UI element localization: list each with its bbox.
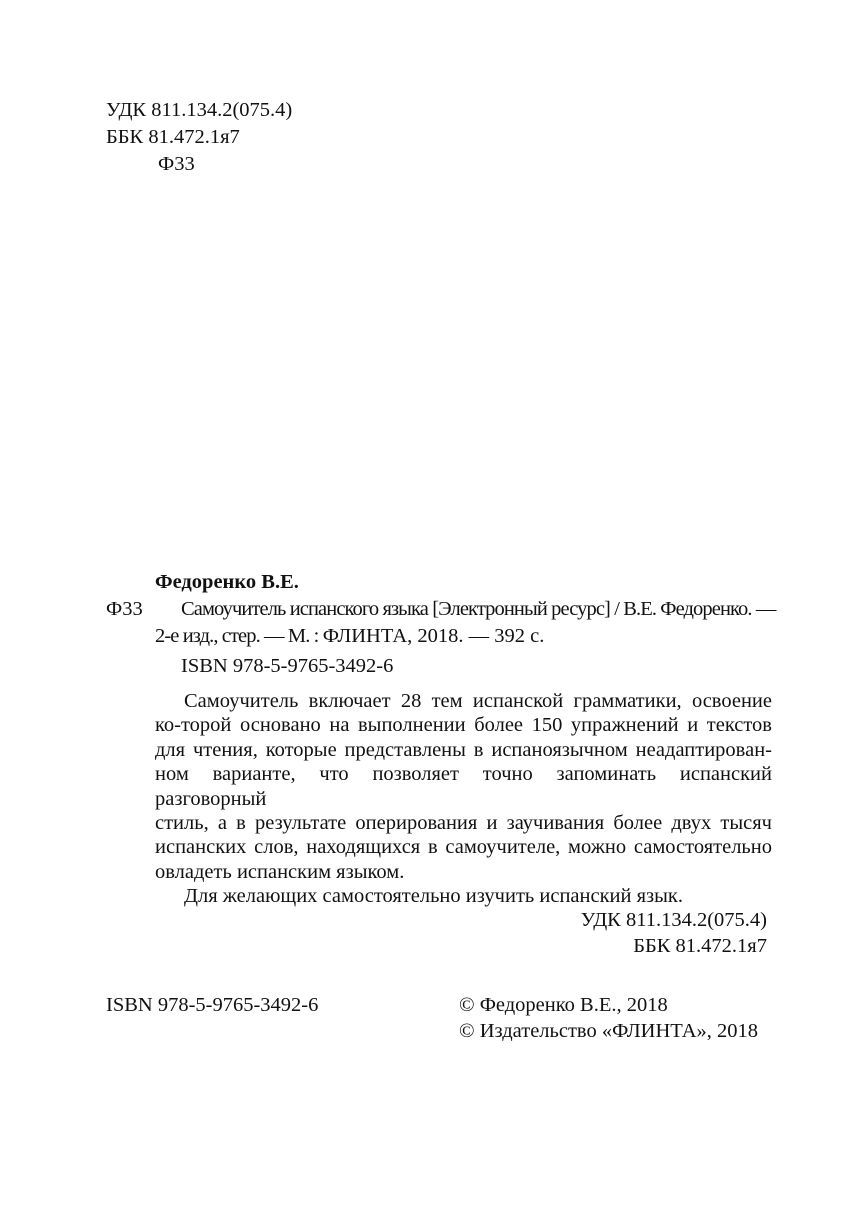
record-author: Федоренко В.Е. (155, 571, 299, 593)
classification-bbk: ББК 81.472.1я7 (633, 935, 767, 957)
header-author-mark: Ф33 (158, 153, 195, 175)
copyright-author: © Федоренко В.Е., 2018 (459, 994, 668, 1016)
classification-udk: УДК 811.134.2(075.4) (580, 909, 767, 931)
record-title-line-2 (155, 626, 544, 647)
annotation-line: ко-торой основано на выполнении более 150 упражнений и текстов (155, 714, 772, 737)
annotation-line: ном варианте, что позволяет точно запоминать испанский разговорный (155, 763, 772, 810)
record-edition: 2-е изд., стер. — М. : (155, 625, 323, 647)
annotation-line: Самоучитель включает 28 тем испанской грамматики, освоение (184, 690, 772, 712)
record-publisher: ФЛИНТА, 2018. — 392 с. (322, 625, 545, 647)
annotation (155, 689, 772, 909)
record-title-line-1: Самоучитель испанского языка [Электронный ресурс] / В.Е. Федоренко. — (181, 598, 776, 620)
footer-isbn: ISBN 978-5-9765-3492-6 (106, 994, 319, 1016)
annotation-line: стиль, а в результате оперирования и заучивания более двух тысяч (155, 812, 772, 835)
record-isbn: ISBN 978-5-9765-3492-6 (181, 655, 394, 677)
record-shelf-mark: Ф33 (106, 598, 143, 620)
copyright-publisher: © Издательство «ФЛИНТА», 2018 (459, 1020, 759, 1042)
annotation-line: овладеть испанским языком. (155, 860, 405, 883)
annotation-audience: Для желающих самостоятельно изучить испанский язык. (184, 885, 683, 908)
annotation-line: для чтения, которые представлены в испаноязычном неадаптирован- (155, 738, 772, 761)
header-udk: УДК 811.134.2(075.4) (106, 99, 293, 121)
annotation-line: испанских слов, находящихся в самоучителе, можно самостоятельно (155, 836, 772, 859)
header-bbk: ББК 81.472.1я7 (106, 126, 240, 148)
